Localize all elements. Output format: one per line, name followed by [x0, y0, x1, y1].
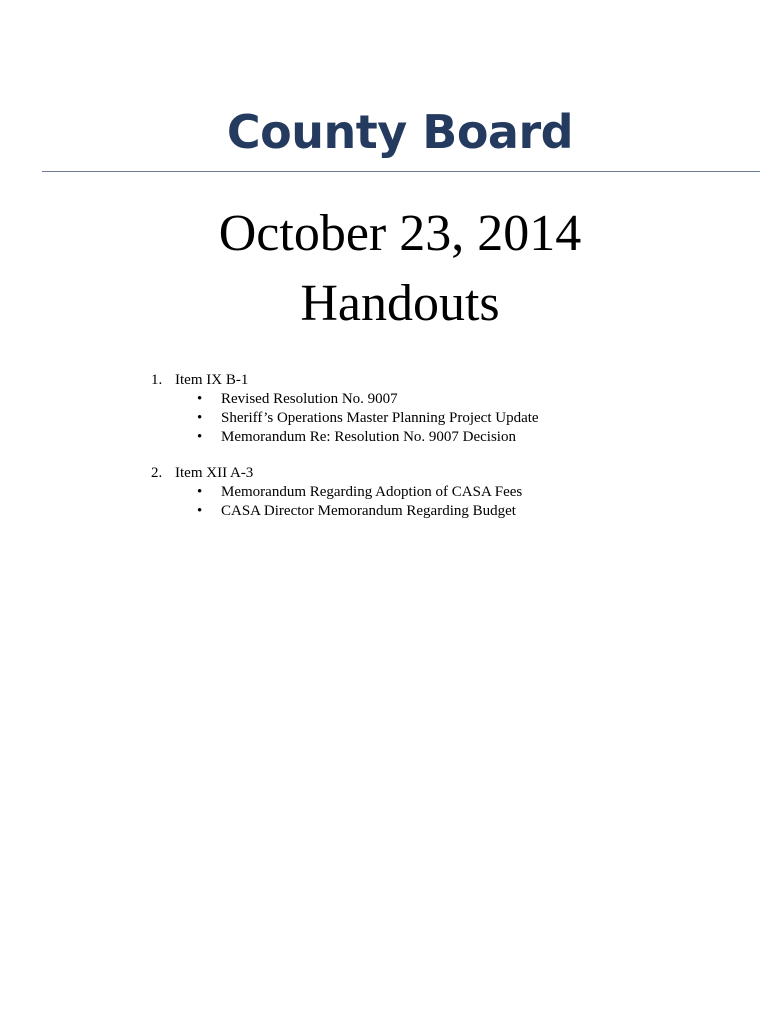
bullet-icon: •	[197, 484, 203, 500]
document-subtitle: Handouts	[300, 275, 500, 332]
list-item-bullet	[197, 483, 522, 502]
list-item-number: 2.	[151, 465, 163, 481]
list-item-bullet	[197, 428, 516, 447]
bullet-text: Memorandum Re: Resolution No. 9007 Decision	[221, 429, 516, 445]
bullet-text: Sheriff’s Operations Master Planning Project Update	[221, 410, 539, 426]
title-divider	[42, 171, 760, 172]
bullet-icon: •	[197, 503, 203, 519]
bullet-icon: •	[197, 391, 203, 407]
bullet-text: Revised Resolution No. 9007	[221, 391, 398, 407]
list-item-label: Item XII A-3	[175, 465, 254, 481]
list-item-label: Item IX B-1	[175, 372, 249, 388]
list-item-bullet	[197, 390, 398, 409]
page-title: County Board	[226, 105, 574, 159]
bullet-text: CASA Director Memorandum Regarding Budget	[221, 503, 516, 519]
meeting-date: October 23, 2014	[218, 205, 582, 262]
list-item-heading	[151, 464, 253, 483]
bullet-text: Memorandum Regarding Adoption of CASA Fees	[221, 484, 523, 500]
list-item-number: 1.	[151, 372, 163, 388]
list-item-bullet	[197, 502, 516, 521]
list-item-bullet	[197, 409, 539, 428]
bullet-icon: •	[197, 429, 203, 445]
list-item-heading	[151, 371, 248, 390]
bullet-icon: •	[197, 410, 203, 426]
